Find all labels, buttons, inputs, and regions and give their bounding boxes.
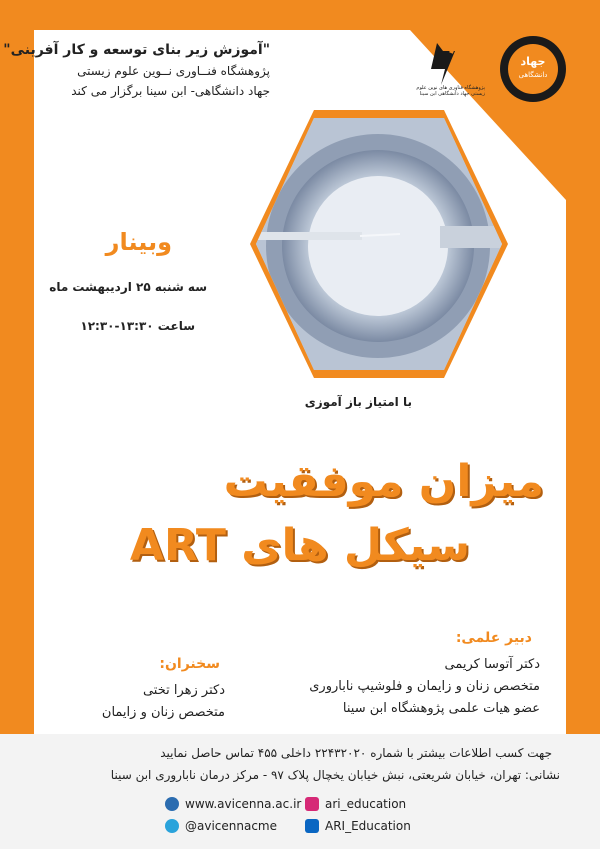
secretary-name: دکتر آتوسا کریمی: [444, 657, 540, 672]
orange-left-band: [0, 0, 34, 734]
event-date: سه شنبه ۲۵ اردیبهشت ماه: [49, 280, 207, 294]
website-text: www.avicenna.ac.ir: [185, 797, 302, 811]
speaker-name: دکتر زهرا تختی: [142, 683, 225, 698]
header-line-1: "آموزش زیر بنای توسعه و کار آفرینی": [3, 42, 270, 58]
website-link[interactable]: [165, 797, 301, 811]
address-line: نشانی: تهران، خیابان شریعتی، نبش خیابان یخچال پلاک ۹۷ - مرکز درمان ناباروری ابن سینا: [110, 768, 560, 782]
linkedin-text: ARI_Education: [325, 819, 411, 833]
avicenna-logo-text: پژوهشگاه فناوری های نوین علوم زیستی جهاد دانشگاهی ابن سینا: [416, 85, 485, 97]
title-line-1: میزان موفقیت: [223, 456, 544, 507]
speaker-role: متخصص زنان و زایمان: [101, 705, 225, 720]
instagram-link[interactable]: [305, 797, 406, 811]
jahad-logo-sub: دانشگاهی: [518, 71, 548, 79]
secretary-affiliation: عضو هیات علمی پژوهشگاه ابن سینا: [342, 701, 540, 716]
secretary-role: متخصص زنان و زایمان و فلوشیپ ناباروری: [309, 679, 540, 694]
globe-icon: [165, 797, 179, 811]
event-type: وبینار: [105, 228, 172, 256]
telegram-text: @avicennacme: [185, 819, 278, 833]
title-line-2: سیکل های ART: [129, 520, 470, 571]
telegram-icon: [165, 819, 179, 833]
hexagon-embryo-image: [250, 110, 508, 378]
header-line-2: پژوهشگاه فنــاوری نــوین علوم زیستی: [77, 64, 270, 78]
event-time: ساعت ۱۳:۳۰-۱۲:۳۰: [80, 319, 195, 333]
secretary-info: [309, 654, 540, 720]
speakers-label: سخنران:: [159, 656, 220, 672]
linkedin-link[interactable]: [305, 819, 411, 833]
linkedin-icon: [305, 819, 319, 833]
telegram-link[interactable]: [165, 819, 277, 833]
instagram-icon: [305, 797, 319, 811]
logo-area: [405, 25, 575, 110]
header-line-3: جهاد دانشگاهی- ابن سینا برگزار می کند: [71, 84, 270, 98]
contact-line: جهت کسب اطلاعات بیشتر با شماره ۲۲۴۳۲۰۲۰ داخلی ۴۵۵ تماس حاصل نمایید: [160, 746, 552, 760]
speaker-info: [102, 680, 225, 724]
event-credit: با امتیاز باز آموزی: [304, 395, 412, 409]
instagram-text: ari_education: [325, 797, 407, 811]
jahad-logo-text: جهاد: [520, 55, 546, 68]
secretary-label: دبیر علمی:: [455, 630, 532, 646]
